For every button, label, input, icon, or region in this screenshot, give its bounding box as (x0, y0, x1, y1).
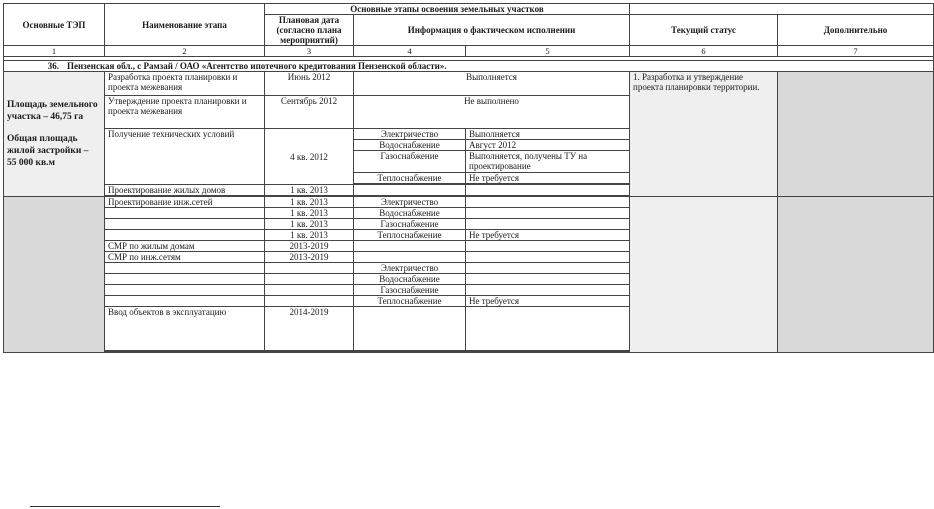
section-title: Пензенская обл., с Рамзай / ОАО «Агентство ипотечного кредитования Пензенской области». (67, 61, 447, 71)
stage-name: Утверждение проекта планировки и проекта межевания (105, 96, 265, 129)
current-status-empty-cell (630, 197, 778, 353)
blank-cell (105, 208, 265, 219)
utility-type: Газоснабжение (354, 151, 466, 173)
utility-info: Выполняется, получены ТУ на проектирование (466, 151, 630, 173)
utility-info: Не требуется (466, 230, 630, 241)
utility-type: Теплоснабжение (354, 173, 466, 184)
floor-area-value: 55 000 кв.м (7, 158, 55, 168)
stage-planned-date: 1 кв. 2013 (265, 185, 354, 196)
blank-cell (466, 307, 630, 351)
blank-cell (265, 263, 354, 274)
utility-info (466, 197, 630, 208)
column-number: 6 (630, 46, 778, 57)
header-col-actual-info: Информация о фактическом исполнении (354, 15, 630, 46)
header-col-main-tep: Основные ТЭП (4, 4, 105, 46)
stage-actual-info: Не выполнено (354, 96, 630, 129)
utility-type: Электричество (354, 197, 466, 208)
blank-cell (105, 274, 265, 285)
utility-info (466, 274, 630, 285)
utility-type: Газоснабжение (354, 285, 466, 296)
header-col-additional: Дополнительно (778, 15, 934, 46)
stage-planned-date: 1 кв. 2013 (265, 208, 354, 219)
blank-cell (466, 241, 630, 252)
column-number: 5 (466, 46, 630, 57)
utility-type: Водоснабжение (354, 274, 466, 285)
stage-name: Разработка проекта планировки и проекта межевания (105, 72, 265, 96)
stage-name: Проектирование инж.сетей (105, 197, 265, 208)
utility-info: Август 2012 (466, 140, 630, 151)
stage-name: СМР по инж.сетям (105, 252, 265, 263)
stage-planned-date: 2013-2019 (265, 252, 354, 263)
blank-cell (105, 285, 265, 296)
header-group-stages: Основные этапы освоения земельных участков (265, 4, 630, 15)
main-tep-cell (4, 72, 105, 197)
blank-cell (354, 185, 466, 196)
blank-cell (265, 285, 354, 296)
utility-info (466, 285, 630, 296)
progress-table-sheet (3, 3, 934, 353)
section-title-row (4, 61, 934, 72)
utility-info: Не требуется (466, 173, 630, 184)
stage-planned-date: 2013-2019 (265, 241, 354, 252)
blank-cell (466, 185, 630, 196)
utility-info: Выполняется (466, 129, 630, 140)
utility-info (466, 263, 630, 274)
column-number: 2 (105, 46, 265, 57)
blank-cell (105, 296, 265, 307)
utility-type: Водоснабжение (354, 140, 466, 151)
utility-type: Электричество (354, 263, 466, 274)
footnote-separator-line (30, 506, 220, 507)
stage-name: СМР по жилым домам (105, 241, 265, 252)
utility-info (466, 219, 630, 230)
utility-info: Не требуется (466, 296, 630, 307)
floor-area-label: Общая площадь жилой застройки – (7, 134, 89, 156)
stage-name: Получение технических условий (105, 129, 265, 185)
utility-info (466, 208, 630, 219)
additional-empty-cell (778, 197, 934, 353)
blank-cell (354, 252, 466, 263)
column-number: 1 (4, 46, 105, 57)
stage-planned-date: 2014-2019 (265, 307, 354, 351)
header-col-current-status: Текущий статус (630, 15, 778, 46)
additional-cell (778, 72, 934, 197)
section-number: 36. (47, 61, 59, 71)
stage-planned-date: Сентябрь 2012 (265, 96, 354, 129)
stage-planned-date: 1 кв. 2013 (265, 219, 354, 230)
header-group-empty (630, 4, 934, 15)
blank-cell (354, 307, 466, 351)
stage-name: Проектирование жилых домов (105, 185, 265, 196)
blank-cell (466, 252, 630, 263)
stage-planned-date: 1 кв. 2013 (265, 230, 354, 241)
blank-cell (354, 241, 466, 252)
header-col-planned-date: Плановая дата (согласно плана мероприятий) (265, 15, 354, 46)
current-status-cell: 1. Разработка и утверждение проекта планировки территории. (630, 72, 778, 197)
land-area-text: Площадь земельного участка – 46,75 га (7, 100, 98, 122)
utility-type: Водоснабжение (354, 208, 466, 219)
main-tep-empty-cell (4, 197, 105, 353)
column-number: 7 (778, 46, 934, 57)
stage-planned-date: 4 кв. 2012 (265, 129, 354, 185)
land-development-table (3, 3, 934, 353)
header-col-stage-name: Наименование этапа (105, 4, 265, 46)
stage-planned-date: 1 кв. 2013 (265, 197, 354, 208)
utility-type: Электричество (354, 129, 466, 140)
blank-cell (105, 230, 265, 241)
blank-cell (105, 352, 630, 353)
utility-type: Теплоснабжение (354, 230, 466, 241)
column-number: 3 (265, 46, 354, 57)
blank-cell (265, 274, 354, 285)
utility-type: Теплоснабжение (354, 296, 466, 307)
blank-cell (105, 263, 265, 274)
stage-planned-date: Июнь 2012 (265, 72, 354, 96)
column-number: 4 (354, 46, 466, 57)
stage-name: Ввод объектов в эксплуатацию (105, 307, 265, 351)
stage-actual-info: Выполняется (354, 72, 630, 96)
blank-cell (265, 296, 354, 307)
blank-cell (105, 219, 265, 230)
utility-type: Газоснабжение (354, 219, 466, 230)
